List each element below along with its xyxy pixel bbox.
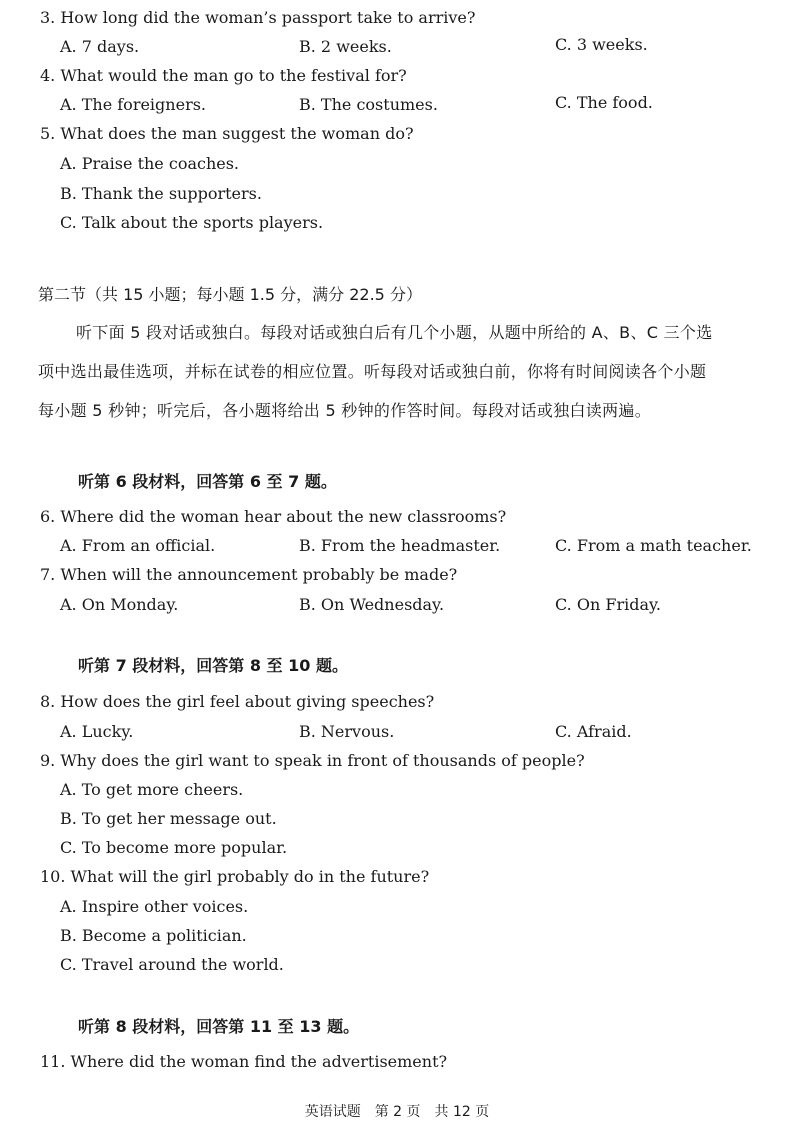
option-c: C. Talk about the sports players. <box>60 213 324 232</box>
option-a: A. Praise the coaches. <box>60 154 240 173</box>
option-c: C. The food. <box>555 93 653 112</box>
option-c: C. 3 weeks. <box>555 35 648 54</box>
option-a: A. Lucky. <box>60 722 134 741</box>
option-c: C. From a math teacher. <box>555 536 752 555</box>
section-heading: 第二节（共 15 小题；每小题 1.5 分，满分 22.5 分） <box>38 285 422 304</box>
option-b: B. Become a politician. <box>60 926 247 945</box>
material-heading: 听第 7 段材料，回答第 8 至 10 题。 <box>78 656 348 675</box>
option-a: A. On Monday. <box>60 595 179 614</box>
option-c: C. On Friday. <box>555 595 661 614</box>
option-c: C. To become more popular. <box>60 838 288 857</box>
option-b: B. 2 weeks. <box>299 37 392 56</box>
option-b: B. Nervous. <box>299 722 395 741</box>
option-a: A. 7 days. <box>60 37 140 56</box>
option-c: C. Afraid. <box>555 722 632 741</box>
question-stem: 3. How long did the woman’s passport take to arrive? <box>40 8 476 27</box>
material-heading: 听第 8 段材料，回答第 11 至 13 题。 <box>78 1017 360 1036</box>
instruction-line: 听下面 5 段对话或独白。每段对话或独白后有几个小题，从题中所给的 A、B、C 三个选 <box>76 323 713 342</box>
option-b: B. Thank the supporters. <box>60 184 262 203</box>
option-a: A. The foreigners. <box>60 95 207 114</box>
option-a: A. From an official. <box>60 536 216 555</box>
instruction-line: 每小题 5 秒钟；听完后，各小题将给出 5 秒钟的作答时间。每段对话或独白读两遍。 <box>38 401 652 420</box>
instruction-line: 项中选出最佳选项，并标在试卷的相应位置。听每段对话或独白前，你将有时间阅读各个小题 <box>38 362 707 381</box>
question-stem: 9. Why does the girl want to speak in front of thousands of people? <box>40 751 585 770</box>
question-stem: 7. When will the announcement probably be made? <box>40 565 458 584</box>
option-c: C. Travel around the world. <box>60 955 284 974</box>
question-stem: 4. What would the man go to the festival for? <box>40 66 407 85</box>
option-b: B. On Wednesday. <box>299 595 445 614</box>
option-b: B. From the headmaster. <box>299 536 501 555</box>
option-b: B. To get her message out. <box>60 809 277 828</box>
option-a: A. To get more cheers. <box>60 780 244 799</box>
material-heading: 听第 6 段材料，回答第 6 至 7 题。 <box>78 472 337 491</box>
question-stem: 8. How does the girl feel about giving speeches? <box>40 692 435 711</box>
option-b: B. The costumes. <box>299 95 438 114</box>
question-stem: 6. Where did the woman hear about the new classrooms? <box>40 507 507 526</box>
question-stem: 10. What will the girl probably do in the future? <box>40 867 430 886</box>
question-stem: 11. Where did the woman find the advertisement? <box>40 1052 448 1071</box>
page-footer: 英语试题 第 2 页 共 12 页 <box>304 1104 490 1120</box>
question-stem: 5. What does the man suggest the woman do? <box>40 124 414 143</box>
option-a: A. Inspire other voices. <box>60 897 249 916</box>
